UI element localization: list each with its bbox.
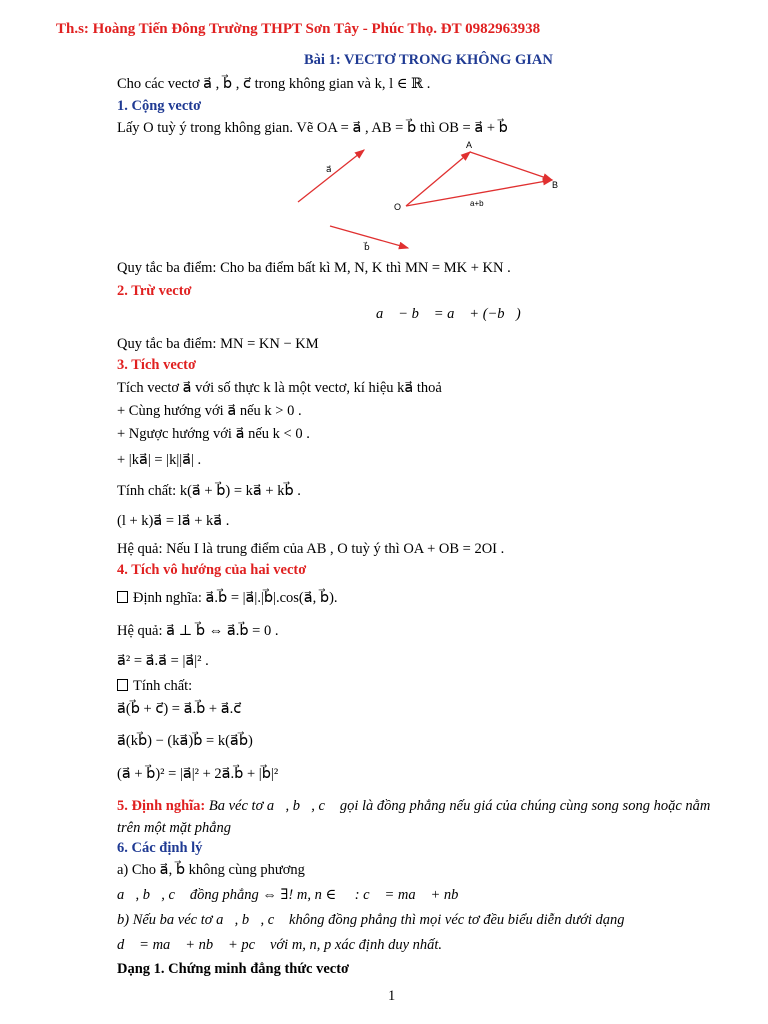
label-b: b⃗: [364, 242, 370, 252]
page-header: Th.s: Hoàng Tiến Đông Trường THPT Sơn Tây - Phúc Thọ. ĐT 0982963938: [56, 21, 541, 37]
section-4-definition-text: Định nghĩa: a⃗.b⃗ = |a⃗|.|b⃗|.cos(a⃗, b⃗).: [133, 590, 338, 606]
section-2-formula: a⃗ − b⃗ = a⃗ + (−b⃗): [376, 306, 521, 322]
section-1-rule: Quy tắc ba điểm: Cho ba điểm bất kì M, N, K thì MN = MK + KN .: [117, 260, 511, 276]
section-3-line-2: + Cùng hướng với a⃗ nếu k > 0 .: [117, 403, 302, 419]
section-3-line-1: Tích vectơ a⃗ với số thực k là một vectơ, kí hiệu ka⃗ thoả: [117, 380, 442, 396]
label-a: a⃗: [326, 164, 332, 174]
vector-sum-figure: [290, 138, 590, 258]
section-5-heading: 5. Định nghĩa:: [117, 798, 206, 814]
section-3-line-5: Tính chất: k(a⃗ + b⃗) = ka⃗ + kb⃗ .: [117, 483, 301, 499]
section-4-properties: [117, 677, 192, 695]
section-4-line-2: Hệ quả: a⃗ ⊥ b⃗ ⇔ a⃗.b⃗ = 0 .: [117, 623, 279, 639]
section-1-heading: 1. Cộng vectơ: [117, 98, 202, 114]
section-5: [117, 797, 710, 815]
label-B: B: [552, 180, 559, 190]
section-6-line-3: b) Nếu ba véc tơ a⃗, b⃗, c⃗ không đồng phẳng thì mọi véc tơ đều biểu diễn dưới dạng: [117, 912, 625, 928]
section-1-line: Lấy O tuỳ ý trong không gian. Vẽ OA = a⃗ , AB = b⃗ thì OB = a⃗ + b⃗: [117, 120, 508, 136]
checkbox-icon: [117, 679, 128, 691]
section-6-line-1: a) Cho a⃗, b⃗ không cùng phương: [117, 862, 305, 878]
page-number: 1: [388, 988, 396, 1004]
section-2-rule: Quy tắc ba điểm: MN = KN − KM: [117, 336, 319, 352]
section-3-line-3: + Ngược hướng với a⃗ nếu k < 0 .: [117, 426, 310, 442]
dang-1-heading: Dạng 1. Chứng minh đẳng thức vectơ: [117, 961, 350, 977]
label-O: O: [394, 202, 402, 212]
section-3-line-6: (l + k)a⃗ = la⃗ + ka⃗ .: [117, 513, 230, 529]
vector-a-arrow: [298, 150, 364, 202]
section-5-text-1: Ba véc tơ a⃗, b⃗, c⃗ gọi là đồng phẳng nếu giá của chúng cùng song song hoặc nằm: [205, 798, 711, 814]
section-3-line-7: Hệ quả: Nếu I là trung điểm của AB , O tuỳ ý thì OA + OB = 2OI .: [117, 541, 505, 557]
section-5-text-2: trên một mặt phẳng: [117, 820, 231, 836]
section-2-heading: 2. Trừ vectơ: [117, 283, 192, 299]
section-6-line-2: a⃗, b⃗, c⃗ đồng phẳng ⇔ ∃! m, n ∈ ℝ : c⃗ = ma⃗ + nb⃗: [117, 887, 470, 903]
section-6-heading: 6. Các định lý: [117, 840, 203, 856]
section-4-properties-text: Tính chất:: [133, 678, 193, 694]
vector-OA-arrow: [406, 152, 470, 206]
section-4-definition: [117, 589, 338, 607]
label-sum: a+b: [470, 199, 484, 208]
section-4-line-7: (a⃗ + b⃗)² = |a⃗|² + 2a⃗.b⃗ + |b⃗|²: [117, 766, 279, 782]
vector-AB-arrow: [470, 152, 552, 180]
section-4-line-5: a⃗(b⃗ + c⃗) = a⃗.b⃗ + a⃗.c⃗: [117, 701, 242, 717]
lesson-title: Bài 1: VECTƠ TRONG KHÔNG GIAN: [304, 52, 553, 68]
section-4-heading: 4. Tích vô hướng của hai vectơ: [117, 562, 307, 578]
section-3-heading: 3. Tích vectơ: [117, 357, 197, 373]
section-6-line-4: d⃗ = ma⃗ + nb⃗ + pc⃗ với m, n, p xác định duy nhất.: [117, 937, 443, 953]
section-3-line-4: + |ka⃗| = |k||a⃗| .: [117, 452, 202, 468]
intro-line: Cho các vectơ a⃗ , b⃗ , c⃗ trong không gian và k, l ∈ ℝ .: [117, 76, 431, 92]
section-4-line-6: a⃗(kb⃗) − (ka⃗)b⃗ = k(a⃗b⃗): [117, 733, 253, 749]
label-A: A: [466, 140, 473, 150]
checkbox-icon: [117, 591, 128, 603]
section-4-line-3: a⃗² = a⃗.a⃗ = |a⃗|² .: [117, 653, 209, 669]
